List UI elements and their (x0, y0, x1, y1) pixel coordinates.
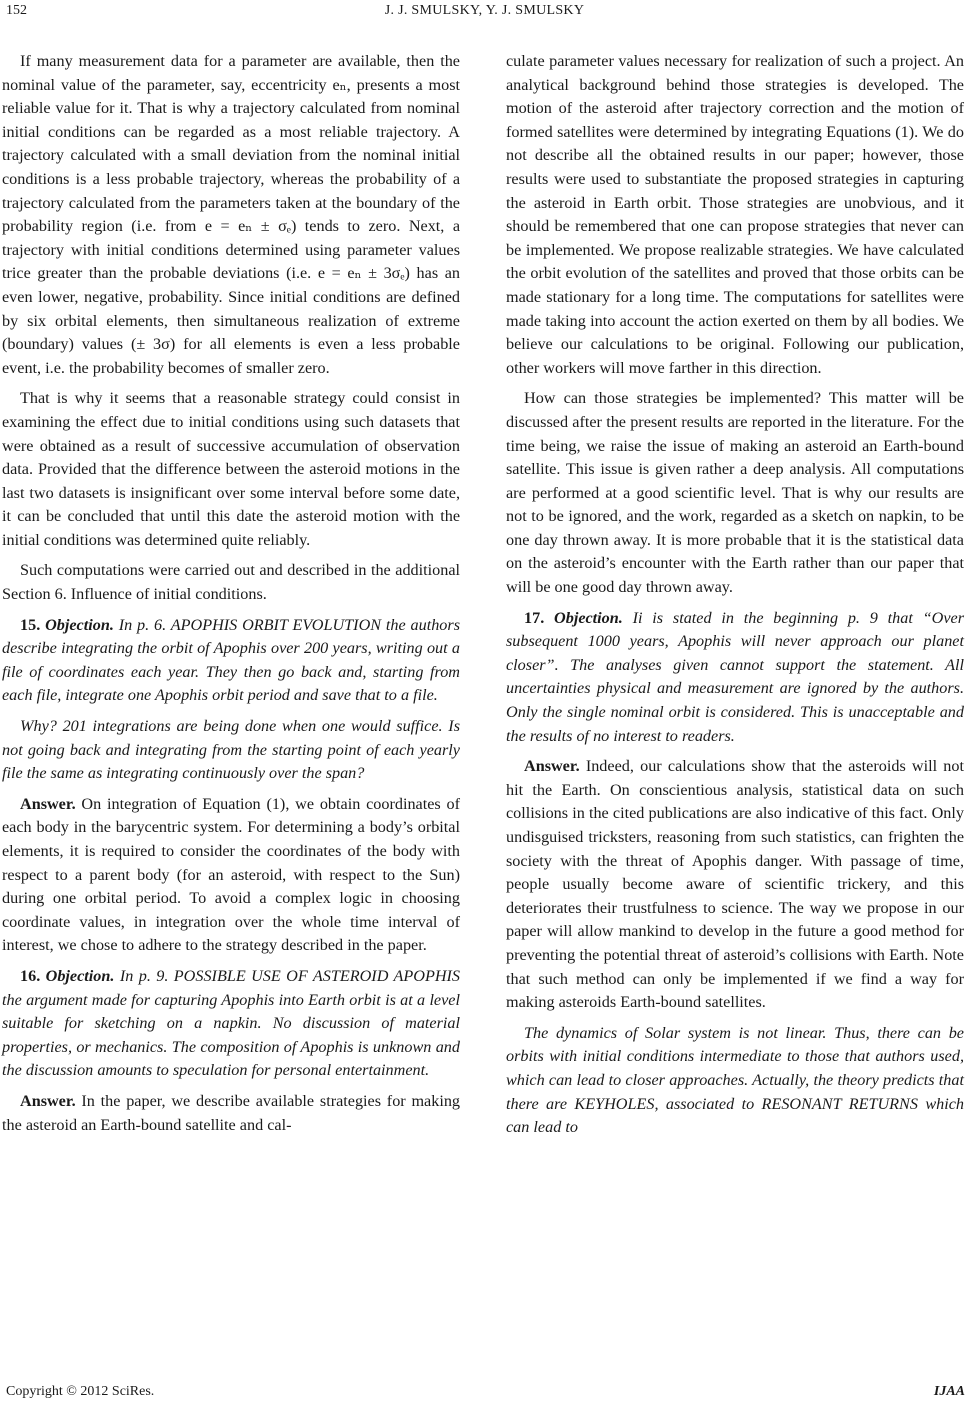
objection-16 (2, 965, 460, 1083)
answer-label: Answer. (20, 794, 76, 813)
item-number: 15. (20, 615, 41, 634)
objection-label: Objection. (45, 615, 114, 634)
item-number: 17. (524, 608, 545, 627)
answer-15 (2, 793, 460, 958)
paragraph: The dynamics of Solar system is not linear. Thus, there can be orbits with initial conditions intermediate to those that authors used, which can lead to closer approaches. Actually, the theory predicts that there are KEYHOLES, associated to RESONANT RETURNS which can lead to (506, 1023, 964, 1137)
objection-text: In p. 6. APOPHIS ORBIT EVOLUTION the authors describe integrating the orbit of Apophis over 200 years, writing out a file of coordinates each year. They then go back and, starting from each file, integrate one Apophis orbit period and save that to a file. (2, 615, 460, 705)
answer-17 (506, 755, 964, 1015)
objection-text: In p. 9. POSSIBLE USE OF ASTEROID APOPHIS the argument made for capturing Apophis into Earth orbit is at a level suitable for sketching on a napkin. No discussion of material properties, or mechanics. The composition of Apophis is unknown and the discussion amounts to speculation for personal entertainment. (2, 966, 461, 1080)
left-column (2, 50, 460, 1144)
journal-abbreviation: IJAA (933, 1384, 965, 1399)
page-number: 152 (6, 3, 27, 18)
paragraph: culate parameter values necessary for realization of such a project. An analytical background behind those strategies is developed. The motion of the asteroid after trajectory correction and the motion of formed satellites were determined by integrating Equations (1). We do not describe all the obtained results in our paper; however, those results were used to substantiate the proposed strategies in capturing the asteroid in Earth orbit. Those strategies are unobvious, and it should be remembered that one can propose strategies that never can be implemented. We propose realizable strategies. We have calculated the orbit evolution of the satellites and proved that those orbits can be made stationary for a long time. The computations for satellites were made taking into account the action exerted on them by all bodies. We believe our calculations to be original. Following our publication, other workers will move farther in this direction. (506, 52, 964, 377)
answer-16 (2, 1090, 460, 1137)
page-footer (0, 1384, 969, 1408)
copyright-notice: Copyright © 2012 SciRes. (6, 1384, 155, 1399)
objection-text-continued: Why? 201 integrations are being done when one would suffice. Is not going back and integrating from the starting point of each yearly file the same as integrating continuously over the span? (2, 717, 460, 783)
objection-label: Objection. (45, 966, 115, 985)
running-title: J. J. SMULSKY, Y. J. SMULSKY (384, 3, 585, 18)
answer-text: On integration of Equation (1), we obtain coordinates of each body in the barycentric system. For determining a body’s orbital elements, it is required to consider the coordinates of the body with respect to a parent body (for an asteroid, with respect to the Sun) during one orbital period. To avoid a complex logic in choosing coordinate values, in integration over the whole time interval of interest, we chose to adhere to the strategy described in the paper. (2, 794, 460, 955)
answer-text: In the paper, we describe available strategies for making the asteroid an Earth-bound satellite and cal- (2, 1091, 461, 1134)
answer-text: Indeed, our calculations show that the asteroids will not hit the Earth. On conscientious analysis, statistical data on such collisions in the cited publications are also indicative of this fact. Only undisguised tricksters, reasoning from such statistics, can frighten the society with the threat of Apophis danger. With passage of time, people usually become aware of scientific trickery, and this deteriorates their trustfulness to science. The way we propose in our paper will allow mankind to develop in the future a good method for preventing the potential threat of asteroid’s collisions with Earth. Note that such method can only be implemented if we find a way for making asteroids Earth-bound satellites. (506, 757, 964, 1012)
paragraph: That is why it seems that a reasonable strategy could consist in examining the effect due to initial conditions using such datasets that were obtained as a result of successive accumulation of observation data. Provided that the difference between the asteroid motions in the last two datasets is insignificant over some interval before some date, it can be concluded that until this date the asteroid motion with the initial conditions was determined quite reliably. (2, 389, 460, 549)
objection-15 (2, 614, 460, 708)
item-number: 16. (20, 966, 41, 985)
objection-17 (506, 607, 964, 749)
objection-label: Objection. (554, 608, 623, 627)
paragraph: Such computations were carried out and described in the additional Section 6. Influence of initial conditions. (2, 561, 460, 604)
page-header (0, 0, 969, 30)
objection-text: Ii is stated in the beginning p. 9 that “Over subsequent 1000 years, Apophis will never approach our planet closer”. The analyses given cannot support the statement. All uncertainties physical and measurement are ignored by the authors. Only the single nominal orbit is considered. This is unacceptable and the results of no interest to readers. (506, 608, 964, 745)
answer-label: Answer. (20, 1091, 76, 1110)
paragraph: If many measurement data for a parameter are available, then the nominal value of the parameter, say, eccentricity eₙ, presents a most reliable value for it. That is why a trajectory calculated from nominal initial conditions can be regarded as a most reliable trajectory. A trajectory calculated with a small deviation from the nominal initial conditions is a less probable trajectory, whereas the probability of a trajectory calculated from the parameters taken at the boundary of the probability region (i.e. from e = eₙ ± σₑ) tends to zero. Next, a trajectory with initial conditions determined using parameter values trice greater than the probable deviations (i.e. e = eₙ ± 3σₑ) has an even lower, negative, probability. Since initial conditions are defined by six orbital elements, then simultaneous realization of extreme (boundary) values (± 3σ) for all elements is even a less probable event, i.e. the probability becomes of smaller zero. (2, 52, 460, 377)
right-column (506, 50, 964, 1147)
answer-label: Answer. (524, 757, 580, 776)
paragraph: How can those strategies be implemented? This matter will be discussed after the present results are reported in the literature. For the time being, we raise the issue of making an asteroid an Earth-bound satellite. This issue is given rather a deep analysis. All computations are performed at a good scientific level. That is why our results are not to be ignored, and the work, regarded as a sketch on napkin, to be one day thrown away. It is more probable that it is the statistical data on the asteroid’s encounter with the Earth rather than our paper that will be one good day thrown away. (506, 389, 964, 597)
